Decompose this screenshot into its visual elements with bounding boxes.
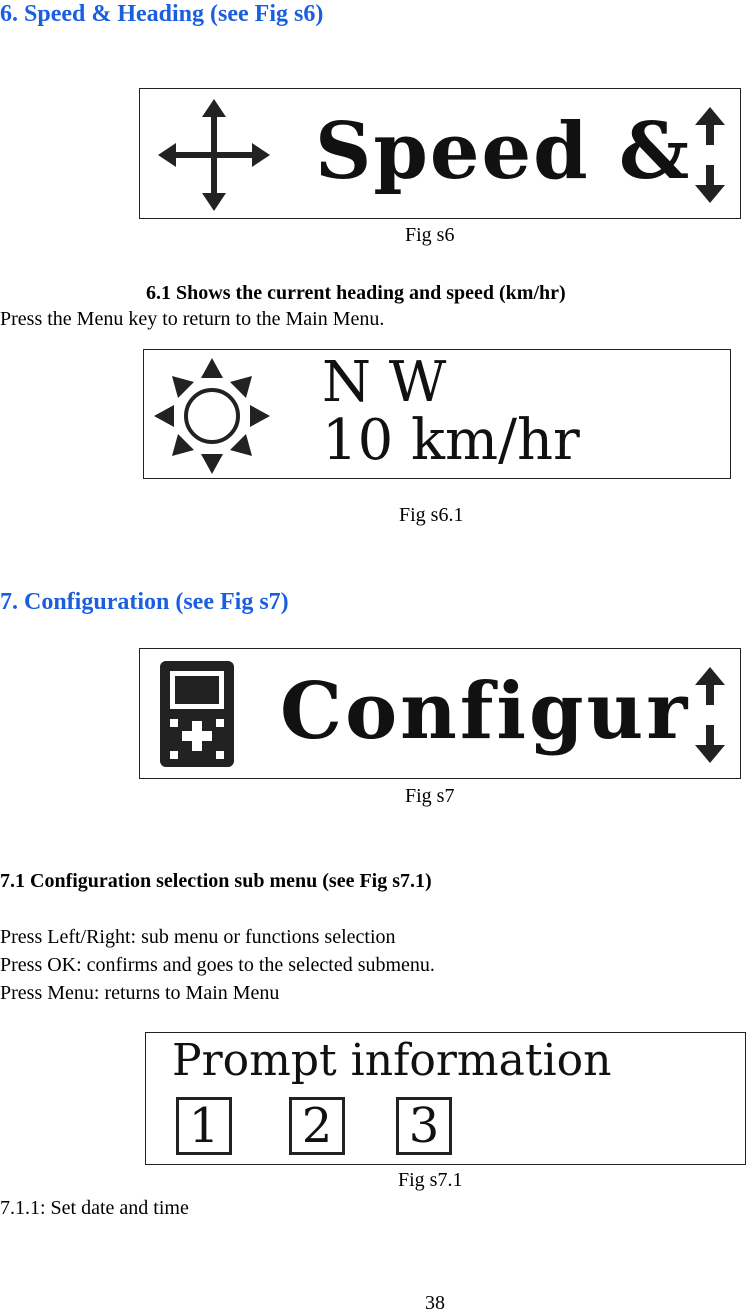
instruction-line-2: Press OK: confirms and goes to the selected submenu. (0, 954, 435, 976)
fig-s6-caption: Fig s6 (405, 224, 455, 246)
lcd-speed-heading (139, 88, 741, 219)
section-7-heading: 7. Configuration (see Fig s7) (0, 589, 289, 615)
section-6-heading: 6. Speed & Heading (see Fig s6) (0, 1, 324, 27)
item-7-1-1: 7.1.1: Set date and time (0, 1197, 189, 1219)
move-arrows-icon (158, 99, 270, 211)
option-box-3: 3 (396, 1097, 452, 1155)
lcd-speed-label: Speed & (315, 106, 692, 197)
up-down-arrows-icon (693, 107, 727, 203)
section-7-1-heading: 7.1 Configuration selection sub menu (see Fig s7.1) (0, 870, 432, 892)
fig-s7-caption: Fig s7 (405, 785, 455, 807)
up-down-arrows-icon (693, 667, 727, 763)
prompt-title: Prompt information (172, 1035, 612, 1086)
fig-s6-1-caption: Fig s6.1 (399, 504, 464, 526)
section-6-1-heading: 6.1 Shows the current heading and speed (km/hr) (146, 282, 566, 304)
fig-s7-1-caption: Fig s7.1 (398, 1169, 463, 1191)
lcd-configuration-label: Configur (280, 666, 691, 757)
lcd-configuration (139, 648, 741, 779)
section-6-1-text: Press the Menu key to return to the Main Menu. (0, 308, 385, 330)
option-box-2: 2 (289, 1097, 345, 1155)
page-number: 38 (425, 1292, 445, 1314)
device-icon (158, 659, 236, 769)
lcd-compass-speed (143, 349, 731, 479)
lcd-prompt-information (145, 1032, 746, 1165)
speed-readout: 10 km/hr (322, 408, 580, 473)
option-box-1: 1 (176, 1097, 232, 1155)
compass-icon (154, 358, 270, 474)
heading-readout: N W (322, 350, 447, 415)
instruction-line-3: Press Menu: returns to Main Menu (0, 982, 280, 1004)
instruction-line-1: Press Left/Right: sub menu or functions selection (0, 926, 396, 948)
